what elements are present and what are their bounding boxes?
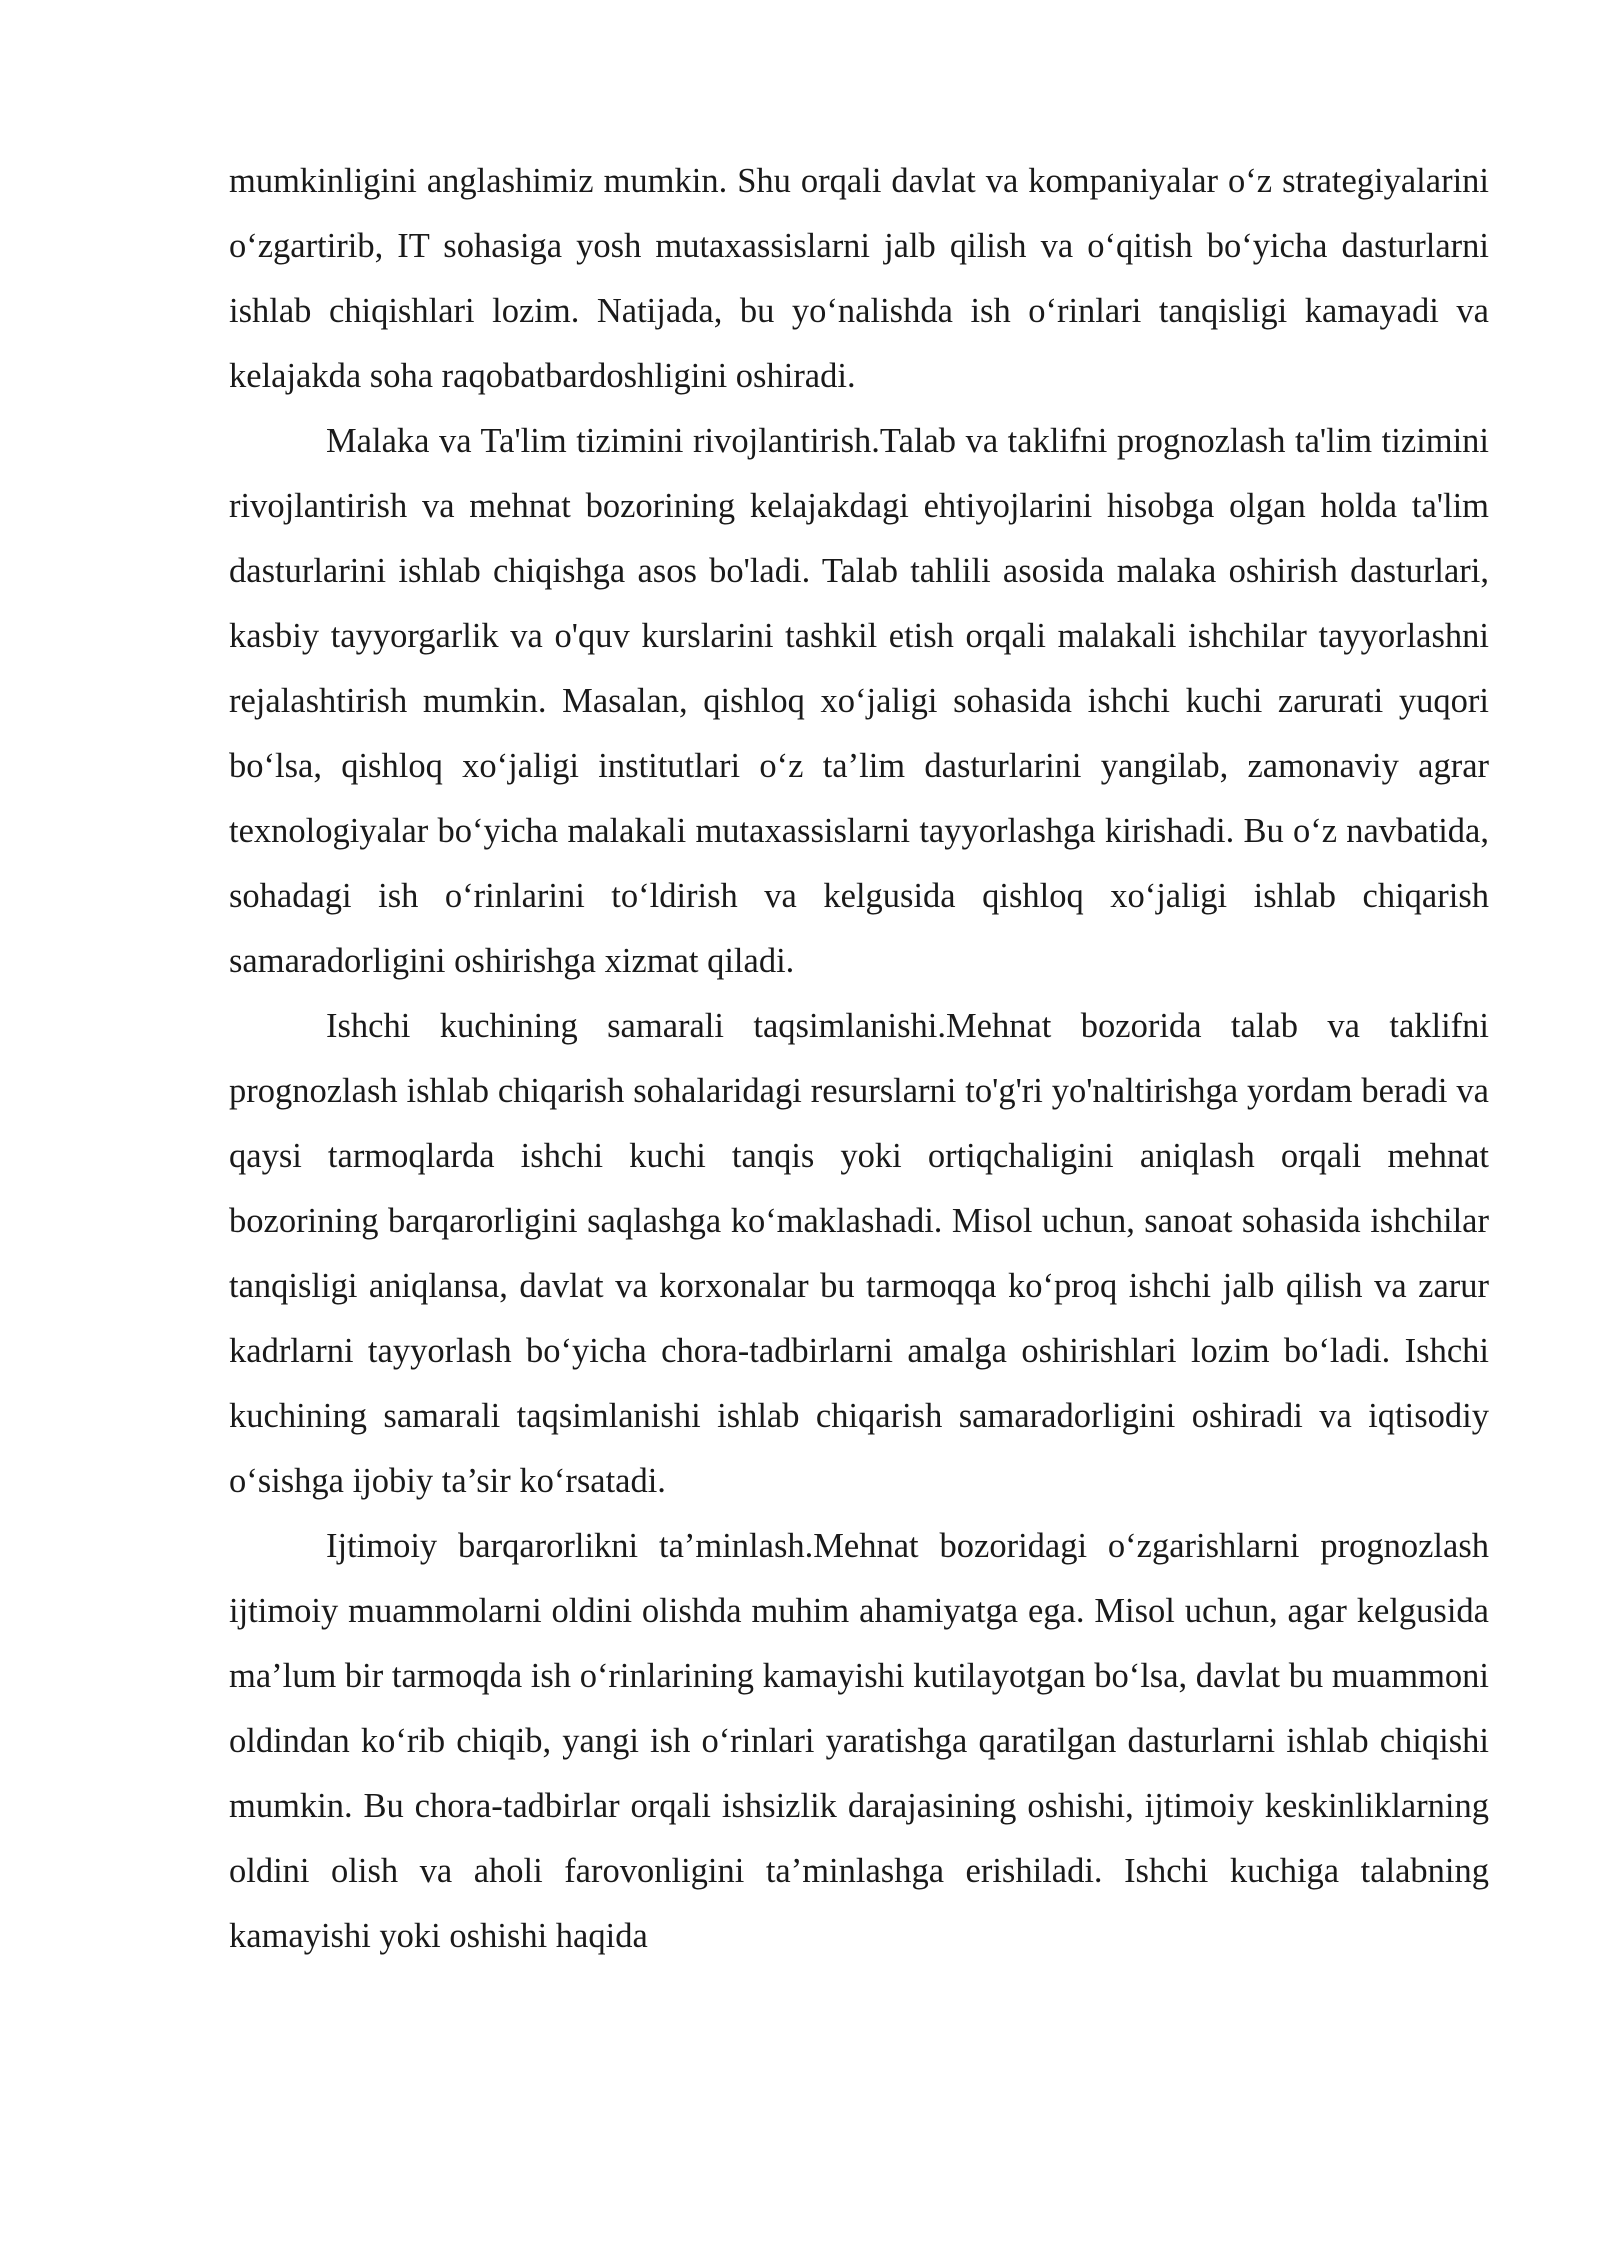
paragraph-education-system: Malaka va Ta'lim tizimini rivojlantirish.Talab va taklifni prognozlash ta'lim tizimini rivojlantirish va mehnat bozorining kelajakdagi ehtiyojlarini hisobga olgan holda ta'lim dasturlarini ishlab chiqishga asos bo'ladi. Talab tahlili asosida malaka oshirish dasturlari, kasbiy tayyorgarlik va o'quv kurslarini tashkil etish orqali malakali ishchilar tayyorlashni rejalashtirish mumkin. Masalan, qishloq xo‘jaligi sohasida ishchi kuchi zarurati yuqori bo‘lsa, qishloq xo‘jaligi institutlari o‘z ta’lim dasturlarini yangilab, zamonaviy agrar texnologiyalar bo‘yicha malakali mutaxassislarni tayyorlashga kirishadi. Bu o‘z navbatida, sohadagi ish o‘rinlarini to‘ldirish va kelgusida qishloq xo‘jaligi ishlab chiqarish samaradorligini oshirishga xizmat qiladi. bbox=[229, 422, 1489, 980]
paragraph-social-stability: Ijtimoiy barqarorlikni ta’minlash.Mehnat bozoridagi o‘zgarishlarni prognozlash ijtimoiy muammolarni oldini olishda muhim ahamiyatga ega. Misol uchun, agar kelgusida ma’lum bir tarmoqda ish o‘rinlarining kamayishi kutilayotgan bo‘lsa, davlat bu muammoni oldindan ko‘rib chiqib, yangi ish o‘rinlari yaratishga qaratilgan dasturlarni ishlab chiqishi mumkin. Bu chora-tadbirlar orqali ishsizlik darajasining oshishi, ijtimoiy keskinliklarning oldini olish va aholi farovonligini ta’minlashga erishiladi. Ishchi kuchiga talabning kamayishi yoki oshishi haqida bbox=[229, 1527, 1489, 1955]
body-text bbox=[229, 149, 1489, 1969]
paragraph-continuation: mumkinligini anglashimiz mumkin. Shu orqali davlat va kompaniyalar o‘z strategiyalarini o‘zgartirib, IT sohasiga yosh mutaxassislarni jalb qilish va o‘qitish bo‘yicha dasturlarni ishlab chiqishlari lozim. Natijada, bu yo‘nalishda ish o‘rinlari tanqisligi kamayadi va kelajakda soha raqobatbardoshligini oshiradi. bbox=[229, 162, 1489, 395]
paragraph-labor-distribution: Ishchi kuchining samarali taqsimlanishi.Mehnat bozorida talab va taklifni prognozlash ishlab chiqarish sohalaridagi resurslarni to'g'ri yo'naltirishga yordam beradi va qaysi tarmoqlarda ishchi kuchi tanqis yoki ortiqchaligini aniqlash orqali mehnat bozorining barqarorligini saqlashga ko‘maklashadi. Misol uchun, sanoat sohasida ishchilar tanqisligi aniqlansa, davlat va korxonalar bu tarmoqqa ko‘proq ishchi jalb qilish va zarur kadrlarni tayyorlash bo‘yicha chora-tadbirlarni amalga oshirishlari lozim bo‘ladi. Ishchi kuchining samarali taqsimlanishi ishlab chiqarish samaradorligini oshiradi va iqtisodiy o‘sishga ijobiy ta’sir ko‘rsatadi. bbox=[229, 1007, 1489, 1500]
